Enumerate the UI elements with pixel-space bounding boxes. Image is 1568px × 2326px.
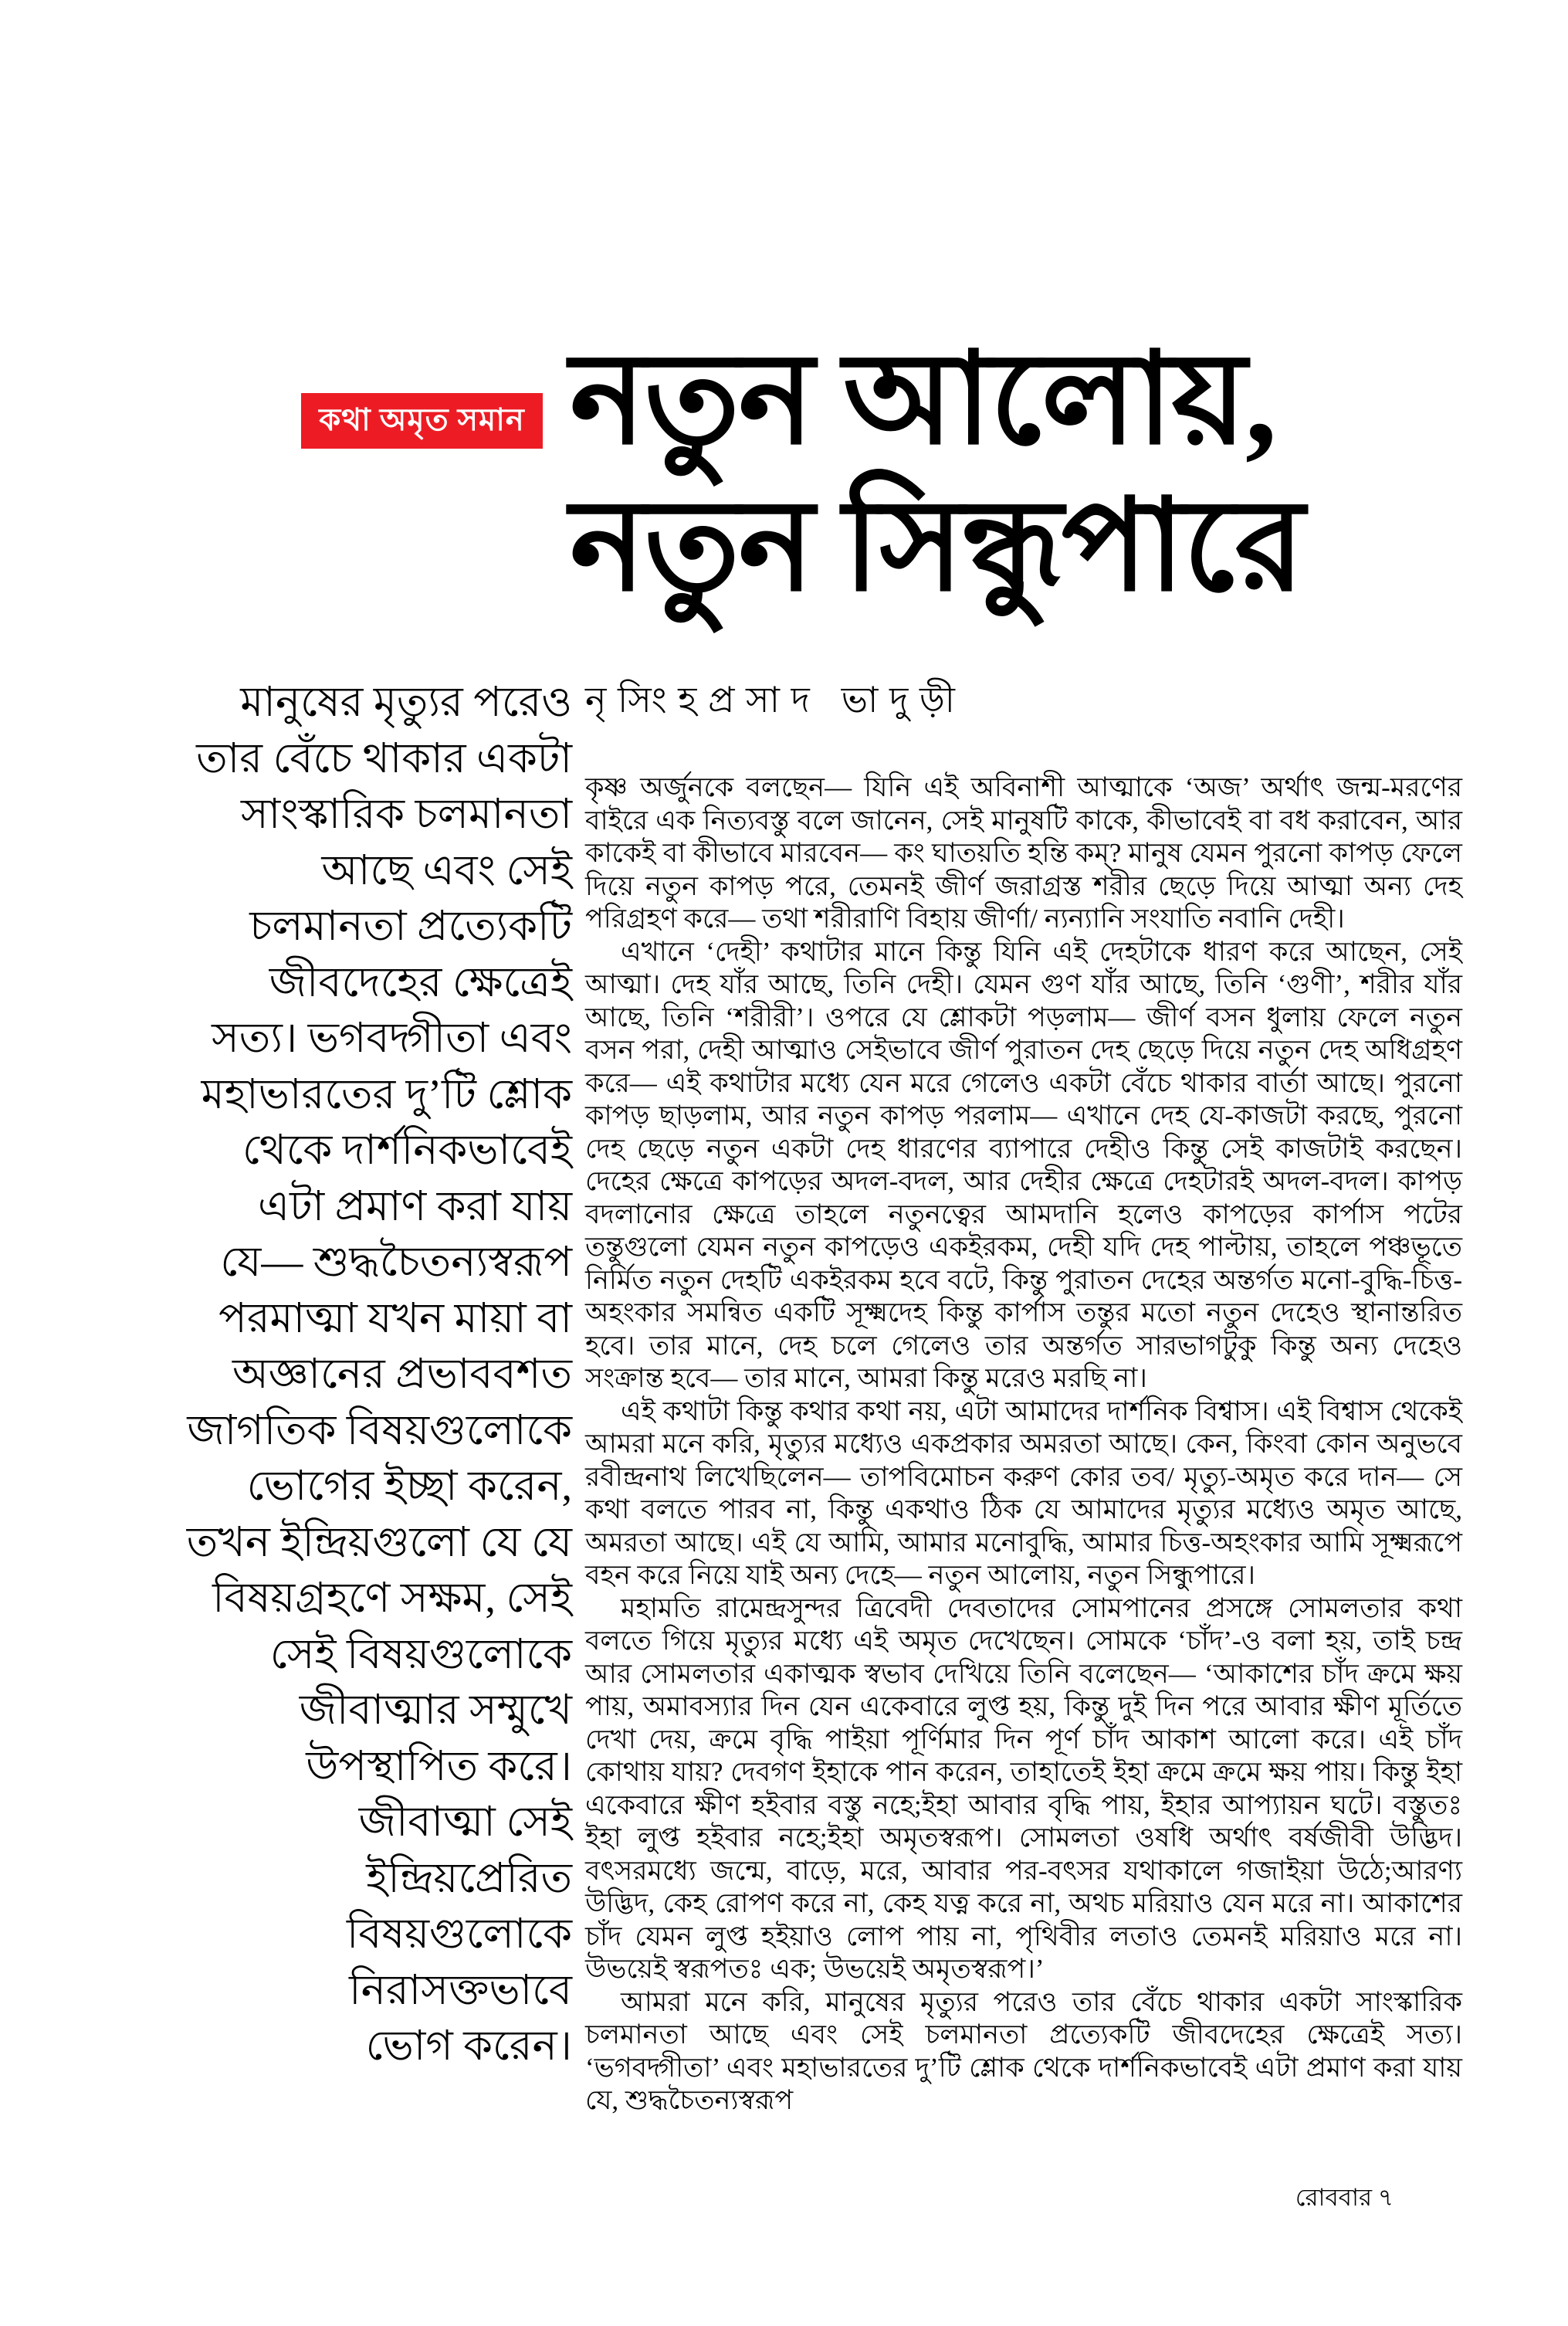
pull-quote xyxy=(141,674,572,2074)
pull-quote-line: জীবাত্মার সম্মুখে xyxy=(299,1687,572,1733)
pull-quote-line: তার বেঁচে থাকার একটা xyxy=(196,734,572,782)
page-footer: রোববার ৭ xyxy=(1295,2184,1394,2211)
pull-quote-line: চলমানতা প্রত্যেকটি xyxy=(249,903,572,949)
body-paragraph: কৃষ্ণ অর্জুনকে বলছেন— যিনি এই অবিনাশী আত্মাকে ‘অজ’ অর্থাৎ জন্ম-মরণের বাইরে এক নিত্যবস্তু বলে জানেন, সেই মানুষটি কাকে, কীভাবেই বা বধ করাবেন, আর কাকেই বা কীভাবে মারবেন— কং ঘাতয়তি হন্তি কম্? মানুষ যেমন পুরনো কাপড় ফেলে দিয়ে নতুন কাপড় পরে, তেমনই জীর্ণ জরাগ্রস্ত শরীর ছেড়ে দিয়ে আত্মা অন্য দেহ পরিগ্রহণ করে— তথা শরীরাণি বিহায় জীর্ণা/ ন্যন্যানি সংযাতি নবানি দেহী। xyxy=(585,772,1462,934)
pull-quote-line: জাগতিক বিষয়গুলোকে xyxy=(187,1406,572,1453)
pull-quote-line: আছে এবং সেই xyxy=(321,846,572,893)
pull-quote-line: সাংস্কারিক চলমানতা xyxy=(241,791,572,837)
pull-quote-line: বিষয়গ্রহণে সক্ষম, সেই xyxy=(212,1575,572,1621)
pull-quote-line: এটা প্রমাণ করা যায় xyxy=(258,1182,572,1229)
body-paragraph: এই কথাটা কিন্তু কথার কথা নয়, এটা আমাদের দার্শনিক বিশ্বাস। এই বিশ্বাস থেকেই আমরা মনে করি, মৃত্যুর মধ্যেও একপ্রকার অমরতা আছে। কেন, কিংবা কোন অনুভবে রবীন্দ্রনাথ লিখেছিলেন— তাপবিমোচন করুণ কোর তব/ মৃত্যু-অমৃত করে দান— সে কথা বলতে পারব না, কিন্তু একথাও ঠিক যে আমাদের মৃত্যুর মধ্যেও অমৃত আছে, অমরতা আছে। এই যে আমি, আমার মনোবুদ্ধি, আমার চিত্ত-অহংকার আমি সূক্ষ্মরূপে বহন করে নিয়ে যাই অন্য দেহে— নতুন আলোয়, নতুন সিন্ধুপারে। xyxy=(585,1395,1462,1590)
pull-quote-line: সত্য। ভগবদ্গীতা এবং xyxy=(212,1015,572,1061)
kicker-label xyxy=(301,393,543,449)
pull-quote-line: বিষয়গুলোকে xyxy=(346,1911,572,1957)
headline-line-2: নতুন সিন্ধুপারে xyxy=(570,476,1303,617)
article-body xyxy=(585,771,1462,2117)
pull-quote-line: মহাভারতের দু’টি শ্লোক xyxy=(201,1070,572,1117)
pull-quote-line: তখন ইন্দ্রিয়গুলো যে যে xyxy=(186,1518,572,1565)
pull-quote-line: জীবদেহের ক্ষেত্রেই xyxy=(269,958,572,1005)
pull-quote-line: উপস্থাপিত করে। xyxy=(306,1742,572,1789)
article-headline xyxy=(570,327,1465,620)
body-paragraph: মহামতি রামেন্দ্রসুন্দর ত্রিবেদী দেবতাদের সোমপানের প্রসঙ্গে সোমলতার কথা বলতে গিয়ে মৃত্যুর মধ্যে এই অমৃত দেখেছেন। সোমকে ‘চাঁদ’-ও বলা হয়, তাই চন্দ্র আর সোমলতার একাত্মক স্বভাব দেখিয়ে তিনি বলেছেন— ‘আকাশের চাঁদ ক্রমে ক্ষয় পায়, অমাবস্যার দিন যেন একেবারে লুপ্ত হয়, কিন্তু দুই দিন পরে আবার ক্ষীণ মূর্তিতে দেখা দেয়, ক্রমে বৃদ্ধি পাইয়া পূর্ণিমার দিন পূর্ণ চাঁদ আকাশ আলো করে। এই চাঁদ কোথায় যায়? দেবগণ ইহাকে পান করেন, তাহাতেই ইহা ক্রমে ক্রমে ক্ষয় পায়। কিন্তু ইহা একেবারে ক্ষীণ হইবার বস্তু নহে;ইহা আবার বৃদ্ধি পায়, ইহার আপ্যায়ন ঘটে। বস্তুতঃ ইহা লুপ্ত হইবার নহে;ইহা অমৃতস্বরূপ। সোমলতা ওষধি অর্থাৎ বর্ষজীবী উদ্ভিদ। বৎসরমধ্যে জন্মে, বাড়ে, মরে, আবার পর-বৎসর যথাকালে গজাইয়া উঠে;আরণ্য উদ্ভিদ, কেহ রোপণ করে না, কেহ যত্ন করে না, অথচ মরিয়াও যেন মরে না। আকাশের চাঁদ যেমন লুপ্ত হইয়াও লোপ পায় না, পৃথিবীর লতাও তেমনই মরিয়াও মরে না। উভয়েই স্বরূপতঃ এক; উভয়েই অমৃতস্বরূপ।’ xyxy=(585,1592,1462,1984)
pull-quote-line: ভোগের ইচ্ছা করেন, xyxy=(246,1463,572,1509)
pull-quote-line: সেই বিষয়গুলোকে xyxy=(269,1630,572,1677)
headline-line-1: নতুন আলোয়, xyxy=(570,329,1276,470)
pull-quote-line: নিরাসক্তভাবে xyxy=(349,1966,572,2013)
body-paragraph: আমরা মনে করি, মানুষের মৃত্যুর পরেও তার বেঁচে থাকার একটা সাংস্কারিক চলমানতা আছে এবং সেই চলমানতা প্রত্যেকটি জীবদেহের ক্ষেত্রেই সত্য। ‘ভগবদ্গীতা’ এবং মহাভারতের দু’টি শ্লোক থেকে দার্শনিকভাবেই এটা প্রমাণ করা যায় যে, শুদ্ধচৈতন্যস্বরূপ xyxy=(585,1986,1462,2115)
pull-quote-line: মানুষের মৃত্যুর পরেও xyxy=(240,679,572,725)
kicker-text: কথা অমৃত সমান xyxy=(319,402,525,437)
body-paragraph: এখানে ‘দেহী’ কথাটার মানে কিন্তু যিনি এই দেহটাকে ধারণ করে আছেন, সেই আত্মা। দেহ যাঁর আছে, তিনি দেহী। যেমন গুণ যাঁর আছে, তিনি ‘গুণী’, শরীর যাঁর আছে, তিনি ‘শরীরী’। ওপরে যে শ্লোকটা পড়লাম— জীর্ণ বসন ধুলায় ফেলে নতুন বসন পরা, দেহী আত্মাও সেইভাবে জীর্ণ পুরাতন দেহ ছেড়ে দিয়ে নতুন দেহ অধিগ্রহণ করে— এই কথাটার মধ্যে যেন মরে গেলেও একটা বেঁচে থাকার বার্তা আছে। পুরনো কাপড় ছাড়লাম, আর নতুন কাপড় পরলাম— এখানে দেহ যে-কাজটা করছে, পুরনো দেহ ছেড়ে নতুন একটা দেহ ধারণের ব্যাপারে দেহীও কিন্তু সেই কাজটাই করছেন। দেহের ক্ষেত্রে কাপড়ের অদল-বদল, আর দেহীর ক্ষেত্রে দেহটারই অদল-বদল। কাপড় বদলানোর ক্ষেত্রে তাহলে নতুনত্বের আমদানি হলেও কাপড়ের কার্পাস পটের তন্তুগুলো যেমন নতুন কাপড়েও একইরকম, দেহী যদি দেহ পাল্টায়, তাহলে পঞ্চভূতে নির্মিত নতুন দেহটি একইরকম হবে বটে, কিন্তু পুরাতন দেহের অন্তর্গত মনো-বুদ্ধি-চিত্ত-অহংকার সমন্বিত একটি সূক্ষ্মদেহ কিন্তু কার্পাস তন্তুর মতো নতুন দেহেও স্থানান্তরিত হবে। তার মানে, দেহ চলে গেলেও তার অন্তর্গত সারভাগটুকু কিন্তু অন্য দেহেও সংক্রান্ত হবে— তার মানে, আমরা কিন্তু মরেও মরছি না। xyxy=(585,936,1462,1393)
pull-quote-line: থেকে দার্শনিকভাবেই xyxy=(242,1127,572,1173)
pull-quote-line: জীবাত্মা সেই xyxy=(358,1799,572,1845)
pull-quote-line: অজ্ঞানের প্রভাববশত xyxy=(232,1351,572,1397)
pull-quote-line: যে— শুদ্ধচৈতন্যস্বরূপ xyxy=(220,1239,572,1285)
pull-quote-line: ইন্দ্রিয়প্রেরিত xyxy=(366,1854,572,1901)
pull-quote-line: ভোগ করেন। xyxy=(365,2023,572,2069)
pull-quote-line: পরমাত্মা যখন মায়া বা xyxy=(218,1294,572,1341)
byline: নৃসিংহপ্রসাদ ভাদুড়ী xyxy=(585,680,967,720)
